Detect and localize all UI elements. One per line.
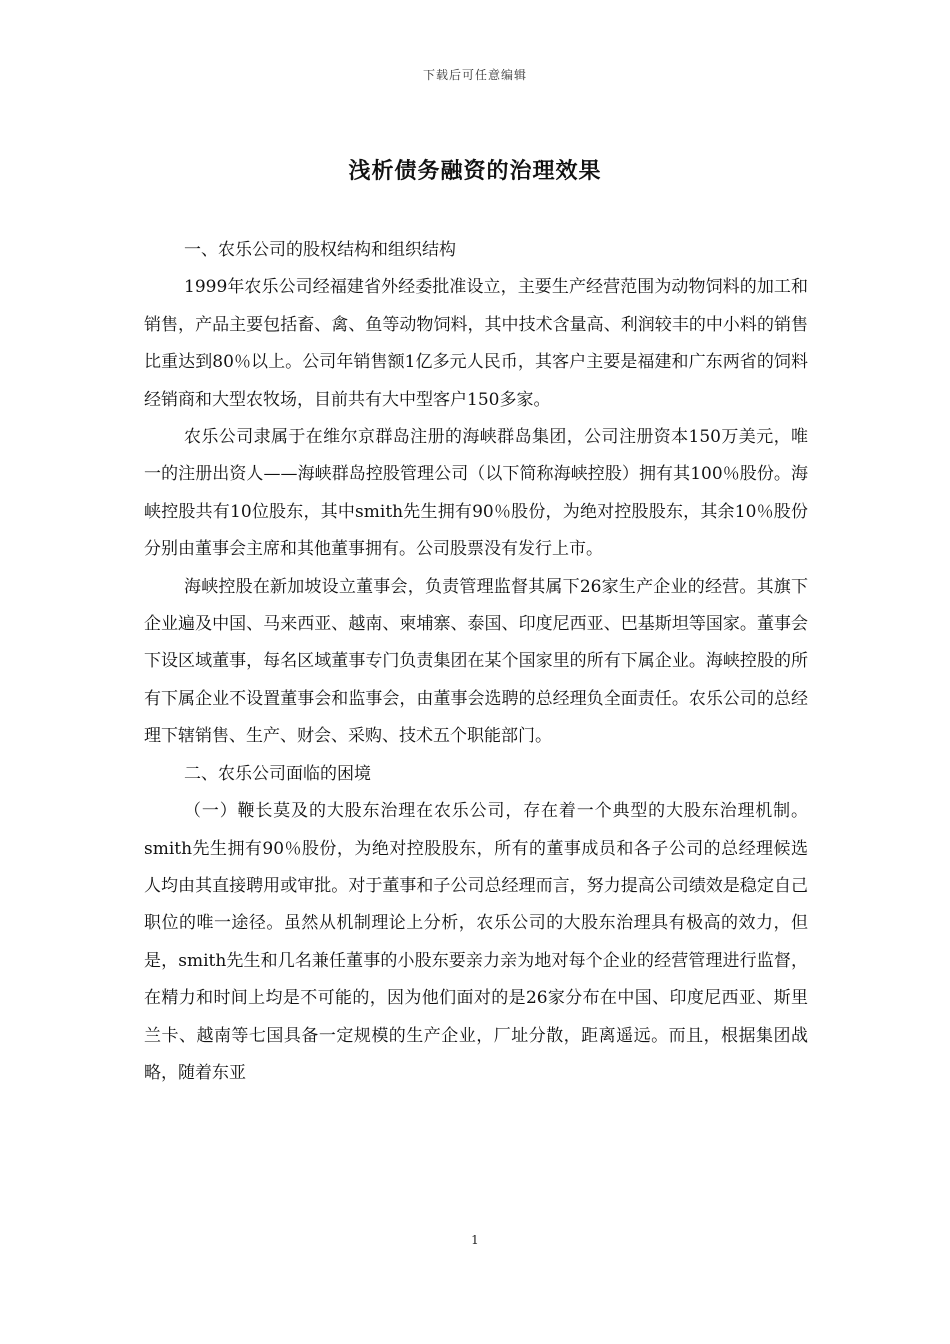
- paragraph-4: （一）鞭长莫及的大股东治理在农乐公司，存在着一个典型的大股东治理机制。smith先生拥有90％股份，为绝对控股股东，所有的董事成员和各子公司的总经理候选人均由其直接聘用或审批。对于董事和子公司总经理而言，努力提高公司绩效是稳定自己职位的唯一途径。虽然从机制理论上分析，农乐公司的大股东治理具有极高的效力，但是，smith先生和几名兼任董事的小股东要亲力亲为地对每个企业的经营管理进行监督，在精力和时间上均是不可能的，因为他们面对的是26家分布在中国、印度尼西亚、斯里兰卡、越南等七国具备一定规模的生产企业，厂址分散，距离遥远。而且，根据集团战略，随着东亚: [144, 801, 808, 1083]
- page-number: 1: [471, 1233, 479, 1247]
- paragraph-3: 海峡控股在新加坡设立董事会，负责管理监督其属下26家生产企业的经营。其旗下企业遍及中国、马来西亚、越南、柬埔寨、泰国、印度尼西亚、巴基斯坦等国家。董事会下设区域董事，每名区域董事专门负责集团在某个国家里的所有下属企业。海峡控股的所有下属企业不设置董事会和监事会，由董事会选聘的总经理负全面责任。农乐公司的总经理下辖销售、生产、财会、采购、技术五个职能部门。: [144, 576, 808, 747]
- section-heading-2: 二、农乐公司面临的困境: [184, 763, 371, 784]
- document-body: [144, 232, 808, 1092]
- page-header: 下载后可任意编辑: [422, 68, 527, 82]
- paragraph-1: 1999年农乐公司经福建省外经委批准设立，主要生产经营范围为动物饲料的加工和销售，产品主要包括畜、禽、鱼等动物饲料，其中技术含量高、利润较丰的中小料的销售比重达到80％以上。公司年销售额1亿多元人民币，其客户主要是福建和广东两省的饲料经销商和大型农牧场，目前共有大中型客户150多家。: [144, 277, 808, 410]
- document-title: 浅析债务融资的治理效果: [348, 158, 602, 184]
- paragraph-2: 农乐公司隶属于在维尔京群岛注册的海峡群岛集团，公司注册资本150万美元，唯一的注册出资人——海峡群岛控股管理公司（以下简称海峡控股）拥有其100％股份。海峡控股共有10位股东，其中smith先生拥有90％股份，为绝对控股股东，其余10％股份分别由董事会主席和其他董事拥有。公司股票没有发行上市。: [144, 427, 808, 560]
- section-heading-1: 一、农乐公司的股权结构和组织结构: [184, 240, 456, 260]
